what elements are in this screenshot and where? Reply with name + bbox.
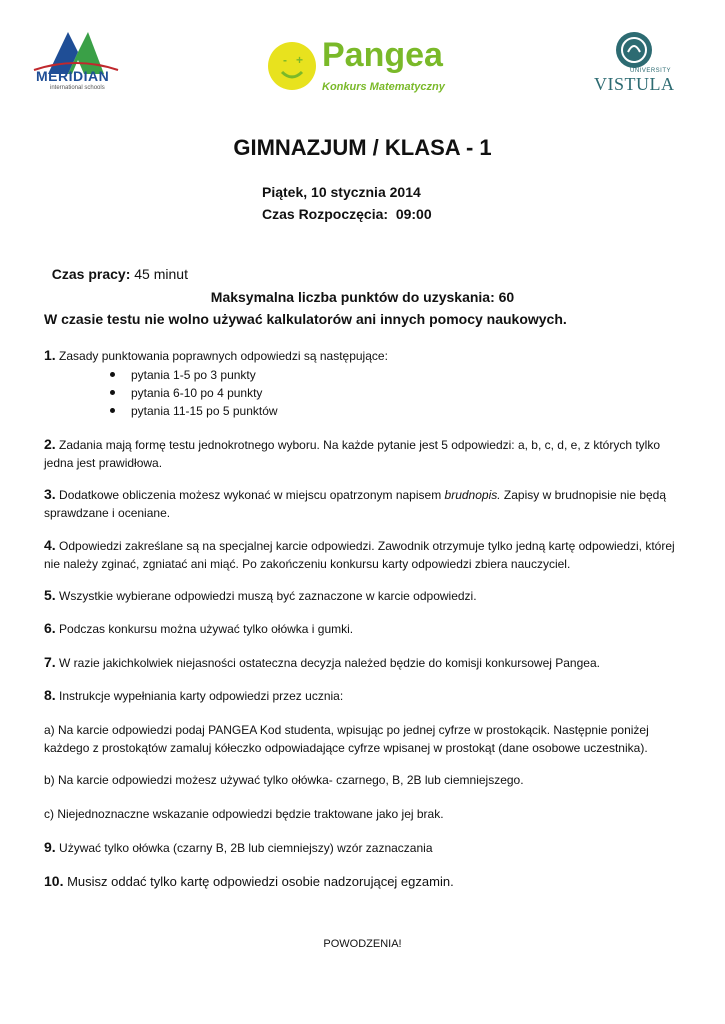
rule-number: 2. xyxy=(44,436,56,452)
rule-number: 5. xyxy=(44,587,56,603)
page-title: GIMNAZJUM / KLASA - 1 xyxy=(233,135,492,160)
list-item: pytania 11-15 po 5 punktów xyxy=(131,404,278,418)
pangea-subtitle: Konkurs Matematyczny xyxy=(322,81,445,93)
rule-text: Wszystkie wybierane odpowiedzi muszą być zaznaczone w karcie odpowiedzi. xyxy=(55,589,477,603)
rule-text: Odpowiedzi zakreślane są na specjalnej karcie odpowiedzi. Zawodnik otrzymuje tylko jedną kartę odpowiedzi, której nie należy zginać, zgniatać ani miąć. Po zakończeniu konkursu karty odpowiedzi zbiera nauczyciel. xyxy=(44,539,675,571)
rule-text: W razie jakichkolwiek niejasności ostateczna decyzja należed będzie do komisji konkursowej Pangea. xyxy=(55,656,600,670)
rule-number: 1. xyxy=(44,347,56,363)
rule-number: 4. xyxy=(44,537,56,553)
rule-text: Zasady punktowania poprawnych odpowiedzi są następujące: xyxy=(55,349,388,363)
pangea-name: Pangea xyxy=(322,36,443,74)
rule-5 xyxy=(44,586,684,605)
rule-text: Podczas konkursu można używać tylko ołówka i gumki. xyxy=(55,622,354,636)
work-time-label: Czas pracy: xyxy=(51,266,131,282)
max-points: Maksymalna liczba punktów do uzyskania: 60 xyxy=(210,289,515,305)
date-line: Piątek, 10 stycznia 2014 xyxy=(262,184,421,200)
rule-text: Musisz oddać tylko kartę odpowiedzi osobie nadzorującej egzamin. xyxy=(63,874,454,889)
pangea-logo xyxy=(266,38,456,102)
rule-1 xyxy=(44,346,684,365)
rule-number: 10. xyxy=(44,873,64,889)
rule-8b: b) Na karcie odpowiedzi możesz używać tylko ołówka- czarnego, B, 2B lub ciemniejszego. xyxy=(44,773,524,787)
scoring-list xyxy=(131,366,278,420)
pangea-smiley-icon xyxy=(266,40,318,92)
rule-8a: a) Na karcie odpowiedzi podaj PANGEA Kod studenta, wpisując po jednej cyfrze w prostokącik. Następnie poniżej każdego z prostokątów zamaluj kółeczko odpowiadające cyfrze wpisanej w prostokąt (dane osobowe uczestnika). xyxy=(44,723,649,755)
svg-text:-: - xyxy=(283,53,287,67)
meridian-name: MERIDIAN xyxy=(36,68,110,84)
list-item: pytania 1-5 po 3 punkty xyxy=(131,366,278,384)
rule-number: 9. xyxy=(44,839,56,855)
no-calculators: W czasie testu nie wolno używać kalkulatorów ani innych pomocy naukowych. xyxy=(44,311,567,327)
rule-10 xyxy=(44,872,684,891)
rule-2 xyxy=(44,435,684,472)
rule-text-italic: brudnopis. xyxy=(444,488,501,502)
vistula-emblem-icon xyxy=(614,30,654,70)
vistula-university: UNIVERSITY xyxy=(630,68,672,74)
rule-text: Zadania mają formę testu jednokrotnego wyboru. Na każde pytanie jest 5 odpowiedzi: a, b, c, d, e, z których tylko jedna jest prawidłowa. xyxy=(44,438,661,470)
rule-number: 3. xyxy=(44,486,56,502)
work-time xyxy=(44,247,188,283)
rule-6 xyxy=(44,619,684,638)
rule-number: 6. xyxy=(44,620,56,636)
rule-text: Instrukcje wypełniania karty odpowiedzi przez ucznia: xyxy=(55,689,344,703)
meridian-subtitle: international schools xyxy=(50,85,105,91)
footer-good-luck: POWODZENIA! xyxy=(323,938,402,950)
rule-number: 7. xyxy=(44,654,56,670)
rule-7 xyxy=(44,653,684,672)
rule-text: Używać tylko ołówka (czarny B, 2B lub ciemniejszy) wzór zaznaczania xyxy=(55,841,433,855)
svg-text:+: + xyxy=(296,53,304,67)
meridian-logo xyxy=(28,26,124,96)
list-item: pytania 6-10 po 4 punkty xyxy=(131,384,278,402)
work-time-value: 45 minut xyxy=(130,266,188,282)
rule-4 xyxy=(44,536,684,573)
start-time-line: Czas Rozpoczęcia: 09:00 xyxy=(262,206,432,222)
rule-number: 8. xyxy=(44,687,56,703)
rule-8 xyxy=(44,686,684,705)
rule-9 xyxy=(44,838,684,857)
vistula-name: VISTULA xyxy=(594,74,675,94)
rule-text: Dodatkowe obliczenia możesz wykonać w miejscu opatrzonym napisem xyxy=(55,488,445,502)
rule-8c: c) Niejednoznaczne wskazanie odpowiedzi będzie traktowane jako jej brak. xyxy=(44,807,444,821)
rule-3 xyxy=(44,485,684,522)
vistula-logo xyxy=(590,30,682,96)
rule-text: Zapisy w brudnopisie nie będą sprawdzane i oceniane. xyxy=(44,488,667,520)
